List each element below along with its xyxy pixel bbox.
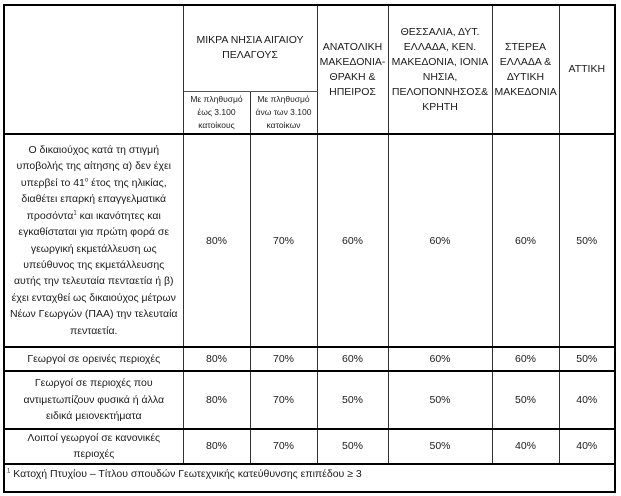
value-cell: 70% [250, 429, 317, 464]
row-label: Γεωργοί σε περιοχές που αντιμετωπίζουν φυσικά ή άλλα ειδικά μειονεκτήματα [4, 371, 183, 429]
header-region-thessaly-west-greece-central-macedonia-ionian-peloponnese-crete: ΘΕΣΣΑΛΙΑ, ΔΥΤ. ΕΛΛΑΔΑ, ΚΕΝ. ΜΑΚΕΔΟΝΙΑ, ΙΟΝΙΑ ΝΗΣΙΑ, ΠΕΛΟΠΟΝΝΗΣΟΣ& ΚΡΗΤΗ [388, 5, 492, 134]
value-cell: 80% [183, 371, 250, 429]
value-cell: 50% [317, 429, 388, 464]
subheader-population-up-to-3100: Με πληθυσμό έως 3.100 κατοίκους [183, 91, 250, 134]
header-region-attica: ΑΤΤΙΚΗ [559, 5, 615, 134]
table-row-other-farmers [4, 429, 615, 464]
row-label: Ο δικαιούχος κατά τη στιγμή υποβολής της αίτησης α) δεν έχει υπερβεί το $41^o$ έτος της ηλικίας, διαθέτει επαρκή επαγγελματικά προσόντα$^1$ και ικανότητες και εγκαθίσταται για πρώτη φορά σε γεωργική εκμετάλλευση ως υπεύθυνος της εκμετάλλευσης αυτής την τελευταία πενταετία ή β) έχει ενταχθεί ως δικαιούχος μέτρων Νέων Γεωργών (ΠΑΑ) την τελευταία πενταετία. [4, 134, 183, 347]
value-cell: 80% [183, 429, 250, 464]
value-cell: 50% [388, 429, 492, 464]
subheader-population-over-3100: Με πληθυσμό άνω των 3.100 κατοίκων [250, 91, 317, 134]
row-label: Λοιποί γεωργοί σε κανονικές περιοχές [4, 429, 183, 464]
value-cell: 50% [492, 371, 559, 429]
value-cell: 40% [492, 429, 559, 464]
value-cell: 60% [492, 134, 559, 347]
value-cell: 60% [492, 347, 559, 371]
value-cell: 40% [559, 371, 615, 429]
value-cell: 50% [559, 134, 615, 347]
value-cell: 80% [183, 134, 250, 347]
support-rate-table [3, 4, 616, 493]
value-cell: 60% [388, 134, 492, 347]
footnote-marker: 1 [7, 468, 11, 475]
header-small-aegean-islands: ΜΙΚΡΑ ΝΗΣΙΑ ΑΙΓΑΙΟΥ ΠΕΛΑΓΟΥΣ [183, 5, 317, 91]
value-cell: 40% [559, 429, 615, 464]
header-region-east-macedonia-thrace-epirus: ΑΝΑΤΟΛΙΚΗ ΜΑΚΕΔΟΝΙΑ-ΘΡΑΚΗ & ΗΠΕΙΡΟΣ [317, 5, 388, 134]
value-cell: 70% [250, 134, 317, 347]
header-corner-cell [4, 5, 183, 134]
value-cell: 70% [250, 371, 317, 429]
value-cell: 50% [317, 371, 388, 429]
value-cell: 60% [388, 347, 492, 371]
footnote [4, 464, 615, 492]
value-cell: 60% [317, 347, 388, 371]
value-cell: 70% [250, 347, 317, 371]
table-row-young-farmers [4, 134, 615, 347]
value-cell: 50% [388, 371, 492, 429]
table-row-mountain-farmers [4, 347, 615, 371]
value-cell: 60% [317, 134, 388, 347]
footnote-text: Κατοχή Πτυχίου – Τίτλου σπουδών Γεωτεχνικής κατεύθυνσης επιπέδου ≥ 3 [10, 467, 362, 480]
row-label: Γεωργοί σε ορεινές περιοχές [4, 347, 183, 371]
value-cell: 80% [183, 347, 250, 371]
table-row-disadvantaged-areas [4, 371, 615, 429]
header-region-sterea-west-macedonia: ΣΤΕΡΕΑ ΕΛΛΑΔΑ & ΔΥΤΙΚΗ ΜΑΚΕΔΟΝΙΑ [492, 5, 559, 134]
value-cell: 50% [559, 347, 615, 371]
